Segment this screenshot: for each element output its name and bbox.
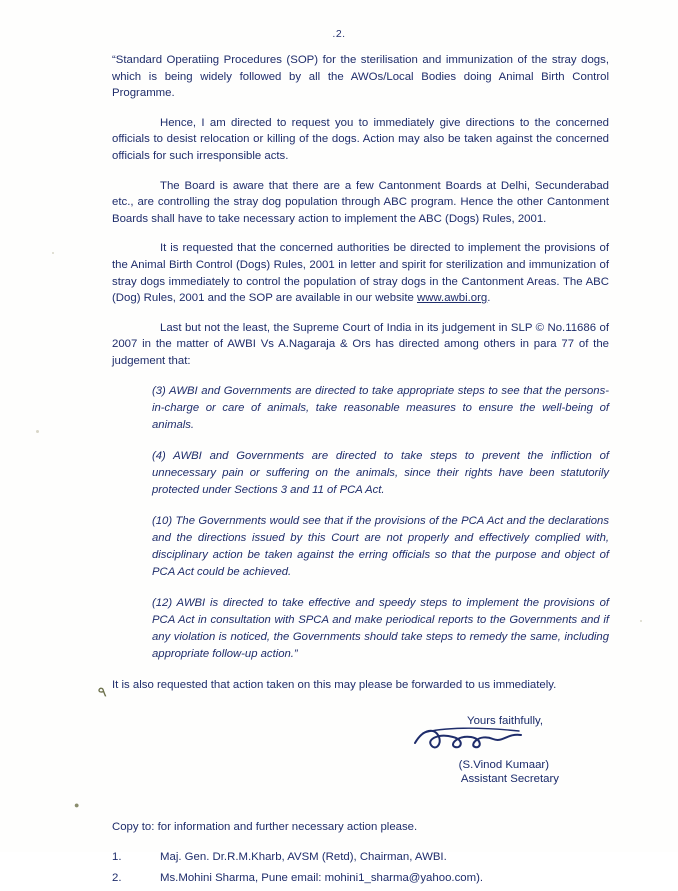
copy-to-heading: Copy to: for information and further necessary action please. [112,821,418,834]
list-item-text: Maj. Gen. Dr.R.M.Kharb, AVSM (Retd), Chairman, AWBI. [160,851,447,864]
paragraph-4-text-before-link: It is requested that the concerned authorities be directed to implement the provisions of the Animal Birth Control (Dogs) Rules, 2001 in letter and spirit for sterilization and immunization of stray dogs immediately to control the population of stray dogs in the Cantonment Areas. The ABC (Dog) Rules, 2001 and the SOP are available in our website [112,242,609,305]
quote-clause-4: (4) AWBI and Governments are directed to take steps to prevent the infliction of unnecessary pain or suffering on the animals, since their rights have been statutorily protected under Sections 3 and 11 of PCA Act. [152,449,609,496]
closing-line: It is also requested that action taken on this may please be forwarded to us immediately. [112,678,557,691]
margin-speck-icon: ● [74,800,80,810]
signer-name: (S.Vinod Kumaar) [458,759,549,772]
quote-clause-12: (12) AWBI is directed to take effective and speedy steps to implement the provisions of PCA Act in consultation with SPCA and make periodical reports to the Governments and if any violation is noticed, the Governments should take steps to remedy the same, including appropriate follow-up action.” [152,596,609,660]
signer-designation: Assistant Secretary [460,773,559,786]
paragraph-5: Last but not the least, the Supreme Court of India in its judgement in SLP © No.11686 of 2007 in the matter of AWBI Vs A.Nagaraja & Ors has directed among others in para 77 of the judgement that: [112,321,609,367]
paper-speck-icon [640,620,642,622]
margin-pen-mark-icon: ٩ [96,683,108,702]
paragraph-4-text-after-link: . [487,292,491,305]
list-item-number: 2. [112,872,122,885]
awbi-website-link[interactable]: www.awbi.org [416,292,488,305]
signature-block [112,715,609,785]
list-item [112,849,609,865]
list-item-number: 1. [112,851,122,864]
paragraph-1: “Standard Operatiing Procedures (SOP) for the sterilisation and immunization of the stray dogs, which is being widely followed by all the AWOs/Local Bodies doing Animal Birth Control Programme. [112,54,609,100]
paragraph-2: Hence, I am directed to request you to immediately give directions to the concerned officials to desist relocation or killing of the dogs. Action may also be taken against the concerned officials for such irresponsible acts. [112,116,609,162]
page-number: .2. [332,28,346,40]
paragraph-3: The Board is aware that there are a few Cantonment Boards at Delhi, Secunderabad etc., are controlling the stray dog population through ABC program. Hence the other Cantonment Boards shall have to take necessary action to implement the ABC (Dogs) Rules, 2001. [112,179,609,225]
list-item [112,870,609,886]
list-item-text: Ms.Mohini Sharma, Pune email: mohini1_sharma@yahoo.com). [160,872,484,885]
paper-speck-icon [36,430,39,433]
yours-faithfully: Yours faithfully, [467,715,543,728]
paper-speck-icon [52,252,54,254]
paragraph-4 [112,240,609,306]
quote-clause-10: (10) The Governments would see that if the provisions of the PCA Act and the declarations and the directions issued by this Court are not properly and effectively complied with, disciplinary action be taken against the erring officials so that the purpose and object of PCA Act could be achieved. [152,514,609,578]
document-body [112,52,609,891]
handwritten-signature-icon [112,727,529,757]
quote-clause-3: (3) AWBI and Governments are directed to take appropriate steps to see that the persons-in-charge or care of animals, take reasonable measures to ensure the well-being of animals. [152,384,609,431]
copy-to-list [112,849,609,886]
